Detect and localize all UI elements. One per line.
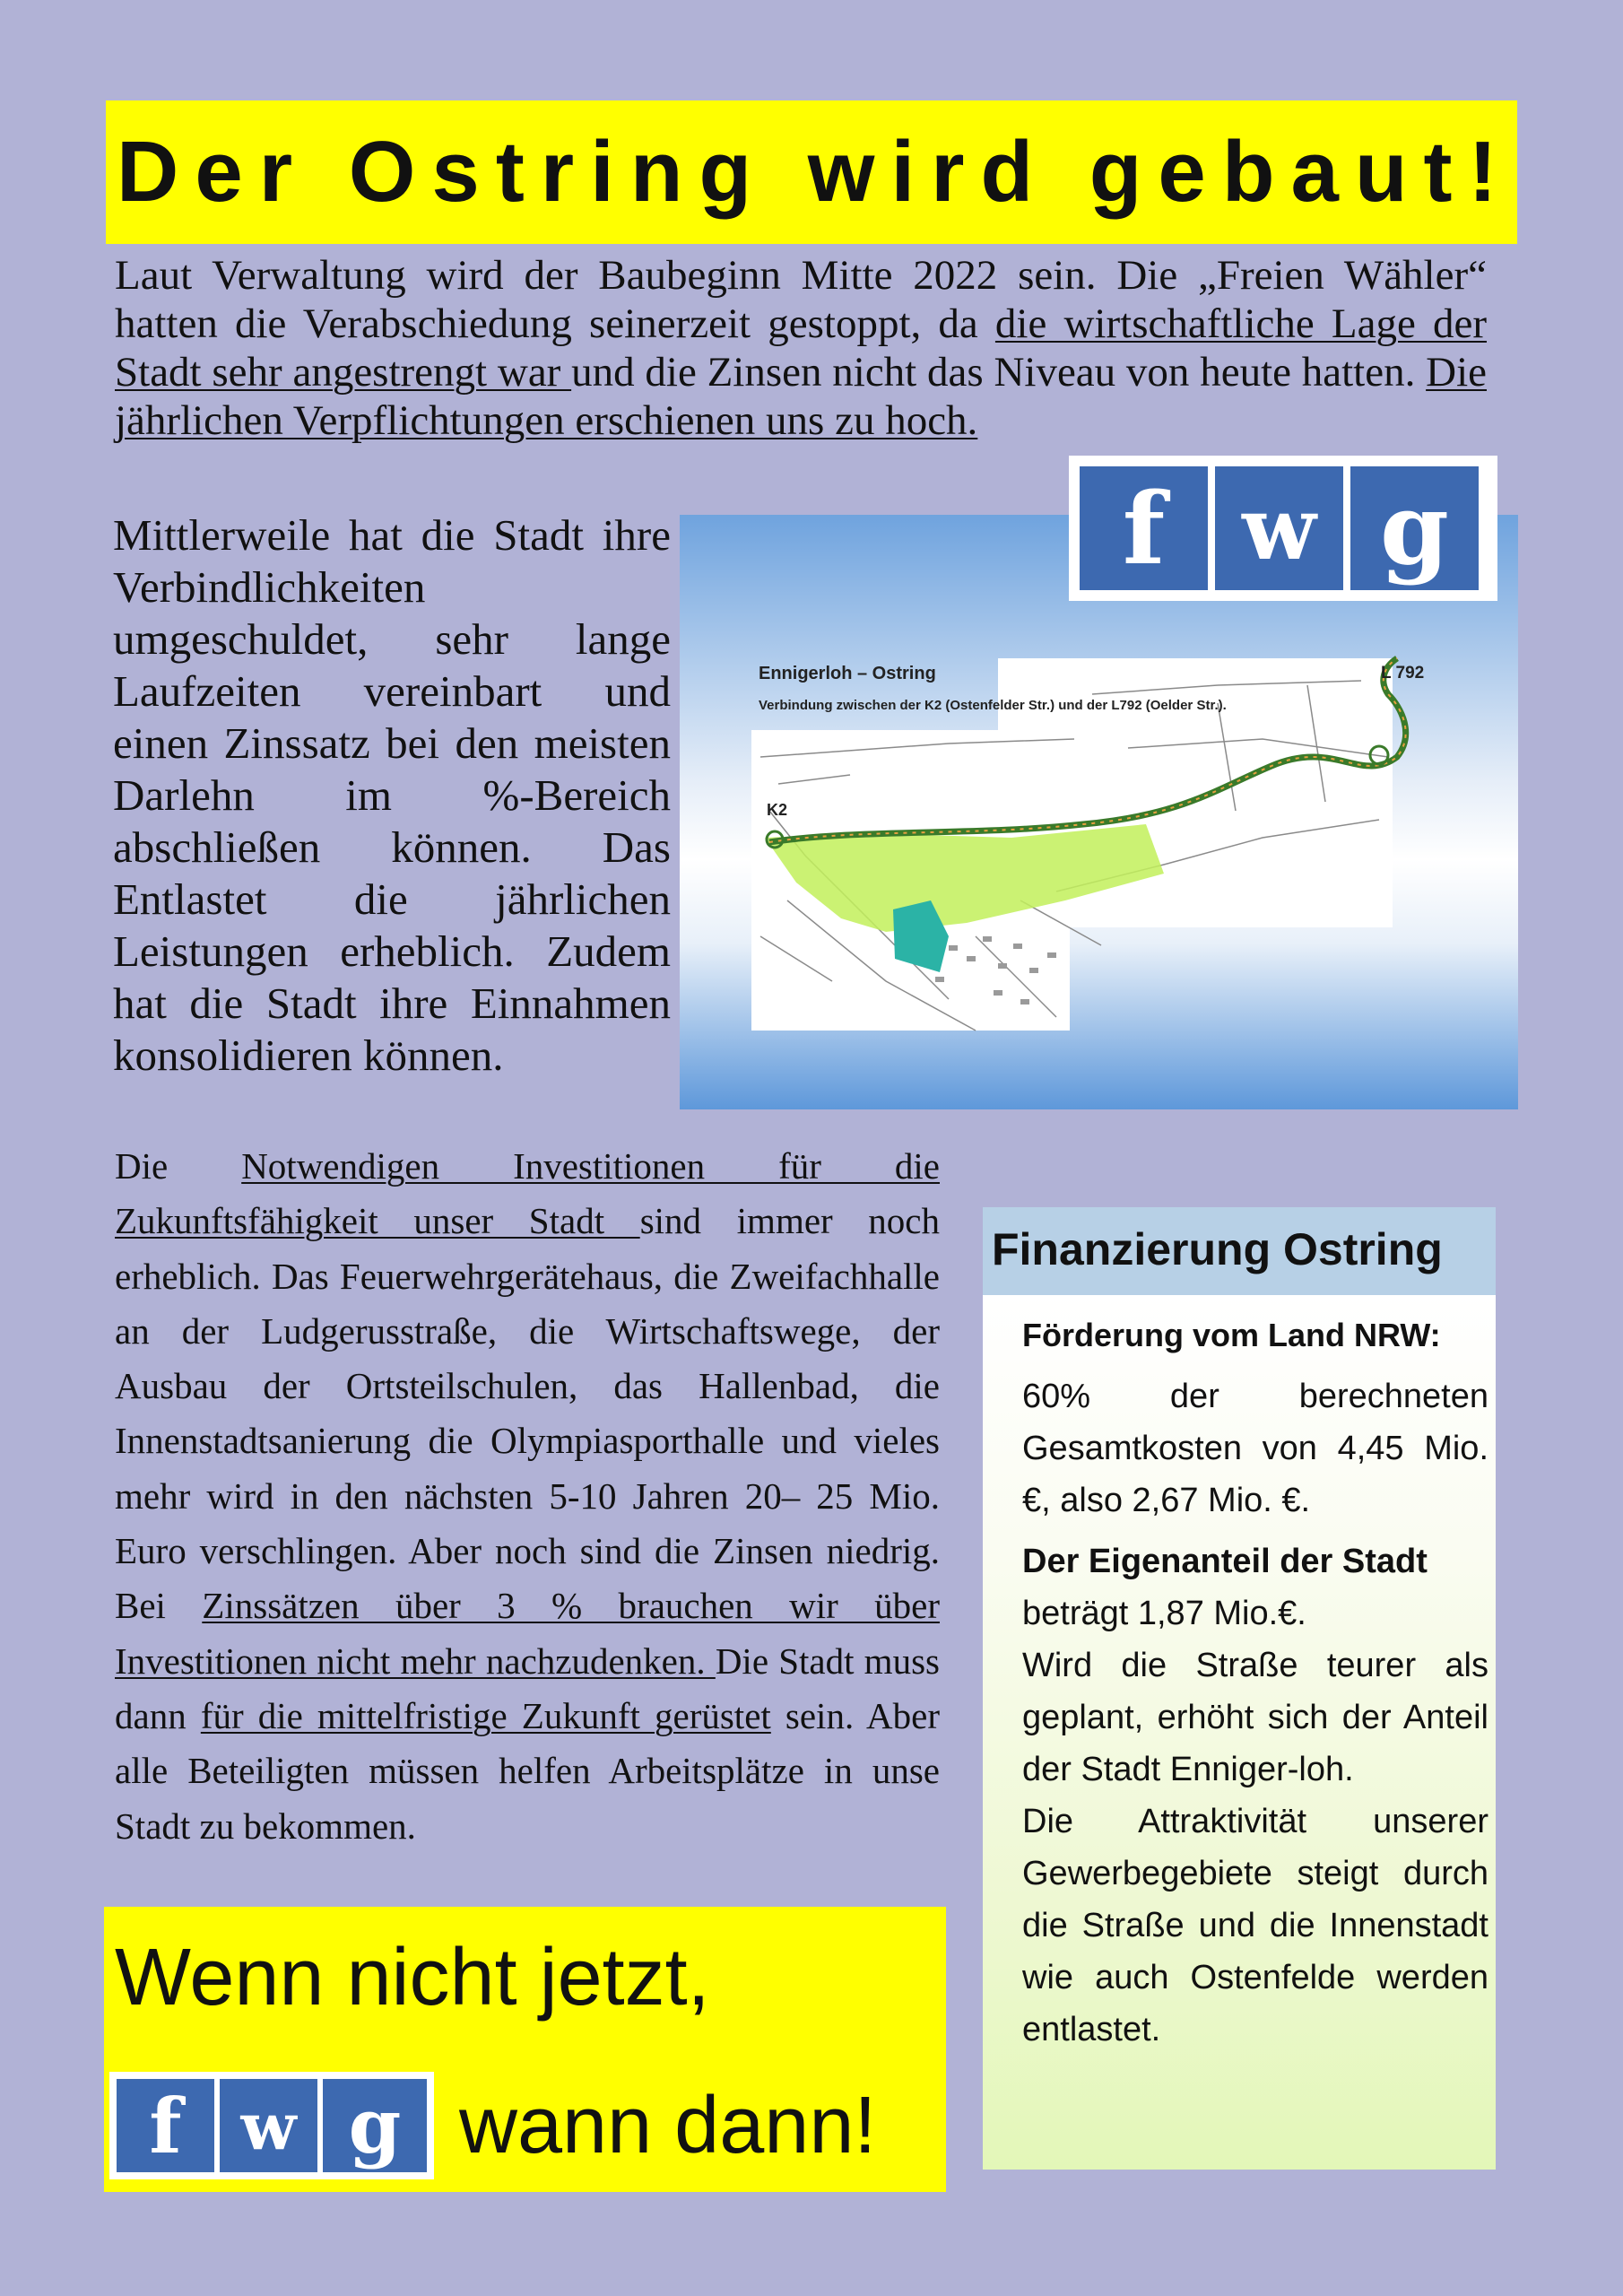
page-title: Der Ostring wird gebaut!: [117, 124, 1514, 220]
intro-underlined-2: Die jährlichen Verpflichtungen erschienen uns zu hoch.: [115, 349, 1487, 444]
refinancing-paragraph: Mittlerweile hat die Stadt ihre Verbindlichkeiten umgeschuldet, sehr lange Laufzeiten vereinbart und einen Zinssatz bei den meisten Darlehn im %-Bereich abschließen können. Das Entlastet die jährlichen Leistungen erheblich. Zudem hat die Stadt ihre Einnahmen konsolidieren können.: [113, 510, 671, 1080]
logo-small-letter-g: g: [323, 2079, 427, 2172]
logo-small-letter-w: w: [220, 2079, 317, 2172]
map-subtitle: Verbindung zwischen der K2 (Ostenfelder Str.) und der L792 (Oelder Str.).: [759, 698, 1227, 713]
map-label-l792: L 792: [1381, 664, 1425, 683]
intro-text-2: und die Zinsen nicht das Niveau von heute hatten.: [571, 349, 1427, 396]
logo-letter-g: g: [1350, 466, 1479, 590]
intro-text-1: Laut Verwaltung wird der Baubeginn Mitte 2022 sein. Die „Freien Wähler“ hatten die Verabschiedung seinerzeit gestoppt, da: [115, 252, 1487, 347]
intro-paragraph: [115, 251, 1487, 445]
funding-heading: Förderung vom Land NRW:: [1022, 1317, 1441, 1353]
finance-box-text: [1022, 1309, 1488, 2056]
invest-text-3: Die Stadt muss dann: [115, 1639, 940, 1736]
logo-small-letter-f: f: [117, 2079, 214, 2172]
cost-increase-text: Wird die Straße teurer als geplant, erhöht sich der Anteil der Stadt Enniger-loh.: [1022, 1647, 1488, 1788]
intro-underlined-1: die wirtschaftliche Lage der Stadt sehr angestrengt war: [115, 300, 1487, 396]
map-label-k2: K2: [767, 801, 788, 819]
logo-letter-f: f: [1080, 466, 1208, 590]
finance-box-title: Finanzierung Ostring: [992, 1224, 1443, 1274]
invest-text-1: Die: [115, 1145, 242, 1187]
fwg-logo-small: [109, 2072, 434, 2179]
invest-underlined-3: für die mittelfristige Zukunft gerüstet: [200, 1694, 771, 1736]
invest-underlined-2: Zinssätzen über 3 % brauchen wir über Investitionen nicht mehr nachzudenken.: [115, 1585, 940, 1682]
investments-paragraph: [115, 1139, 940, 1854]
attractiveness-text: Die Attraktivität unserer Gewerbegebiete steigt durch die Straße und die Innenstadt wie auch Ostenfelde werden entlastet.: [1022, 1803, 1488, 2048]
own-share-text: beträgt 1,87 Mio.€.: [1022, 1595, 1306, 1632]
map-panel: [680, 515, 1518, 1109]
fwg-logo: [1069, 456, 1497, 601]
map-image: [680, 515, 1518, 1109]
logo-letter-w: w: [1215, 466, 1343, 590]
invest-text-2: sind immer noch erheblich. Das Feuerwehrgerätehaus, die Zweifachhalle an der Ludgerusstraße, die Wirtschaftswege, der Ausbau der Ortsteilschulen, das Hallenbad, die Innenstadtsanierung die Olympiasporthalle und vieles mehr wird in den nächsten 5-10 Jahren 20– 25 Mio. Euro verschlingen. Aber noch sind die Zinsen niedrig. Bei: [115, 1200, 940, 1627]
own-share-heading: Der Eigenanteil der Stadt: [1022, 1543, 1428, 1580]
funding-text: 60% der berechneten Gesamtkosten von 4,45 Mio. €, also 2,67 Mio. €.: [1022, 1378, 1488, 1519]
slogan-line-2: wann dann!: [459, 2081, 877, 2170]
slogan-line-1: Wenn nicht jetzt,: [115, 1933, 710, 2022]
map-title: Ennigerloh – Ostring: [759, 664, 936, 683]
invest-underlined-1: Notwendigen Investitionen für die Zukunftsfähigkeit unser Stadt: [115, 1145, 940, 1242]
invest-text-4: sein. Aber alle Beteiligten müssen helfen Arbeitsplätze in unse Stadt zu bekommen.: [115, 1694, 940, 1847]
